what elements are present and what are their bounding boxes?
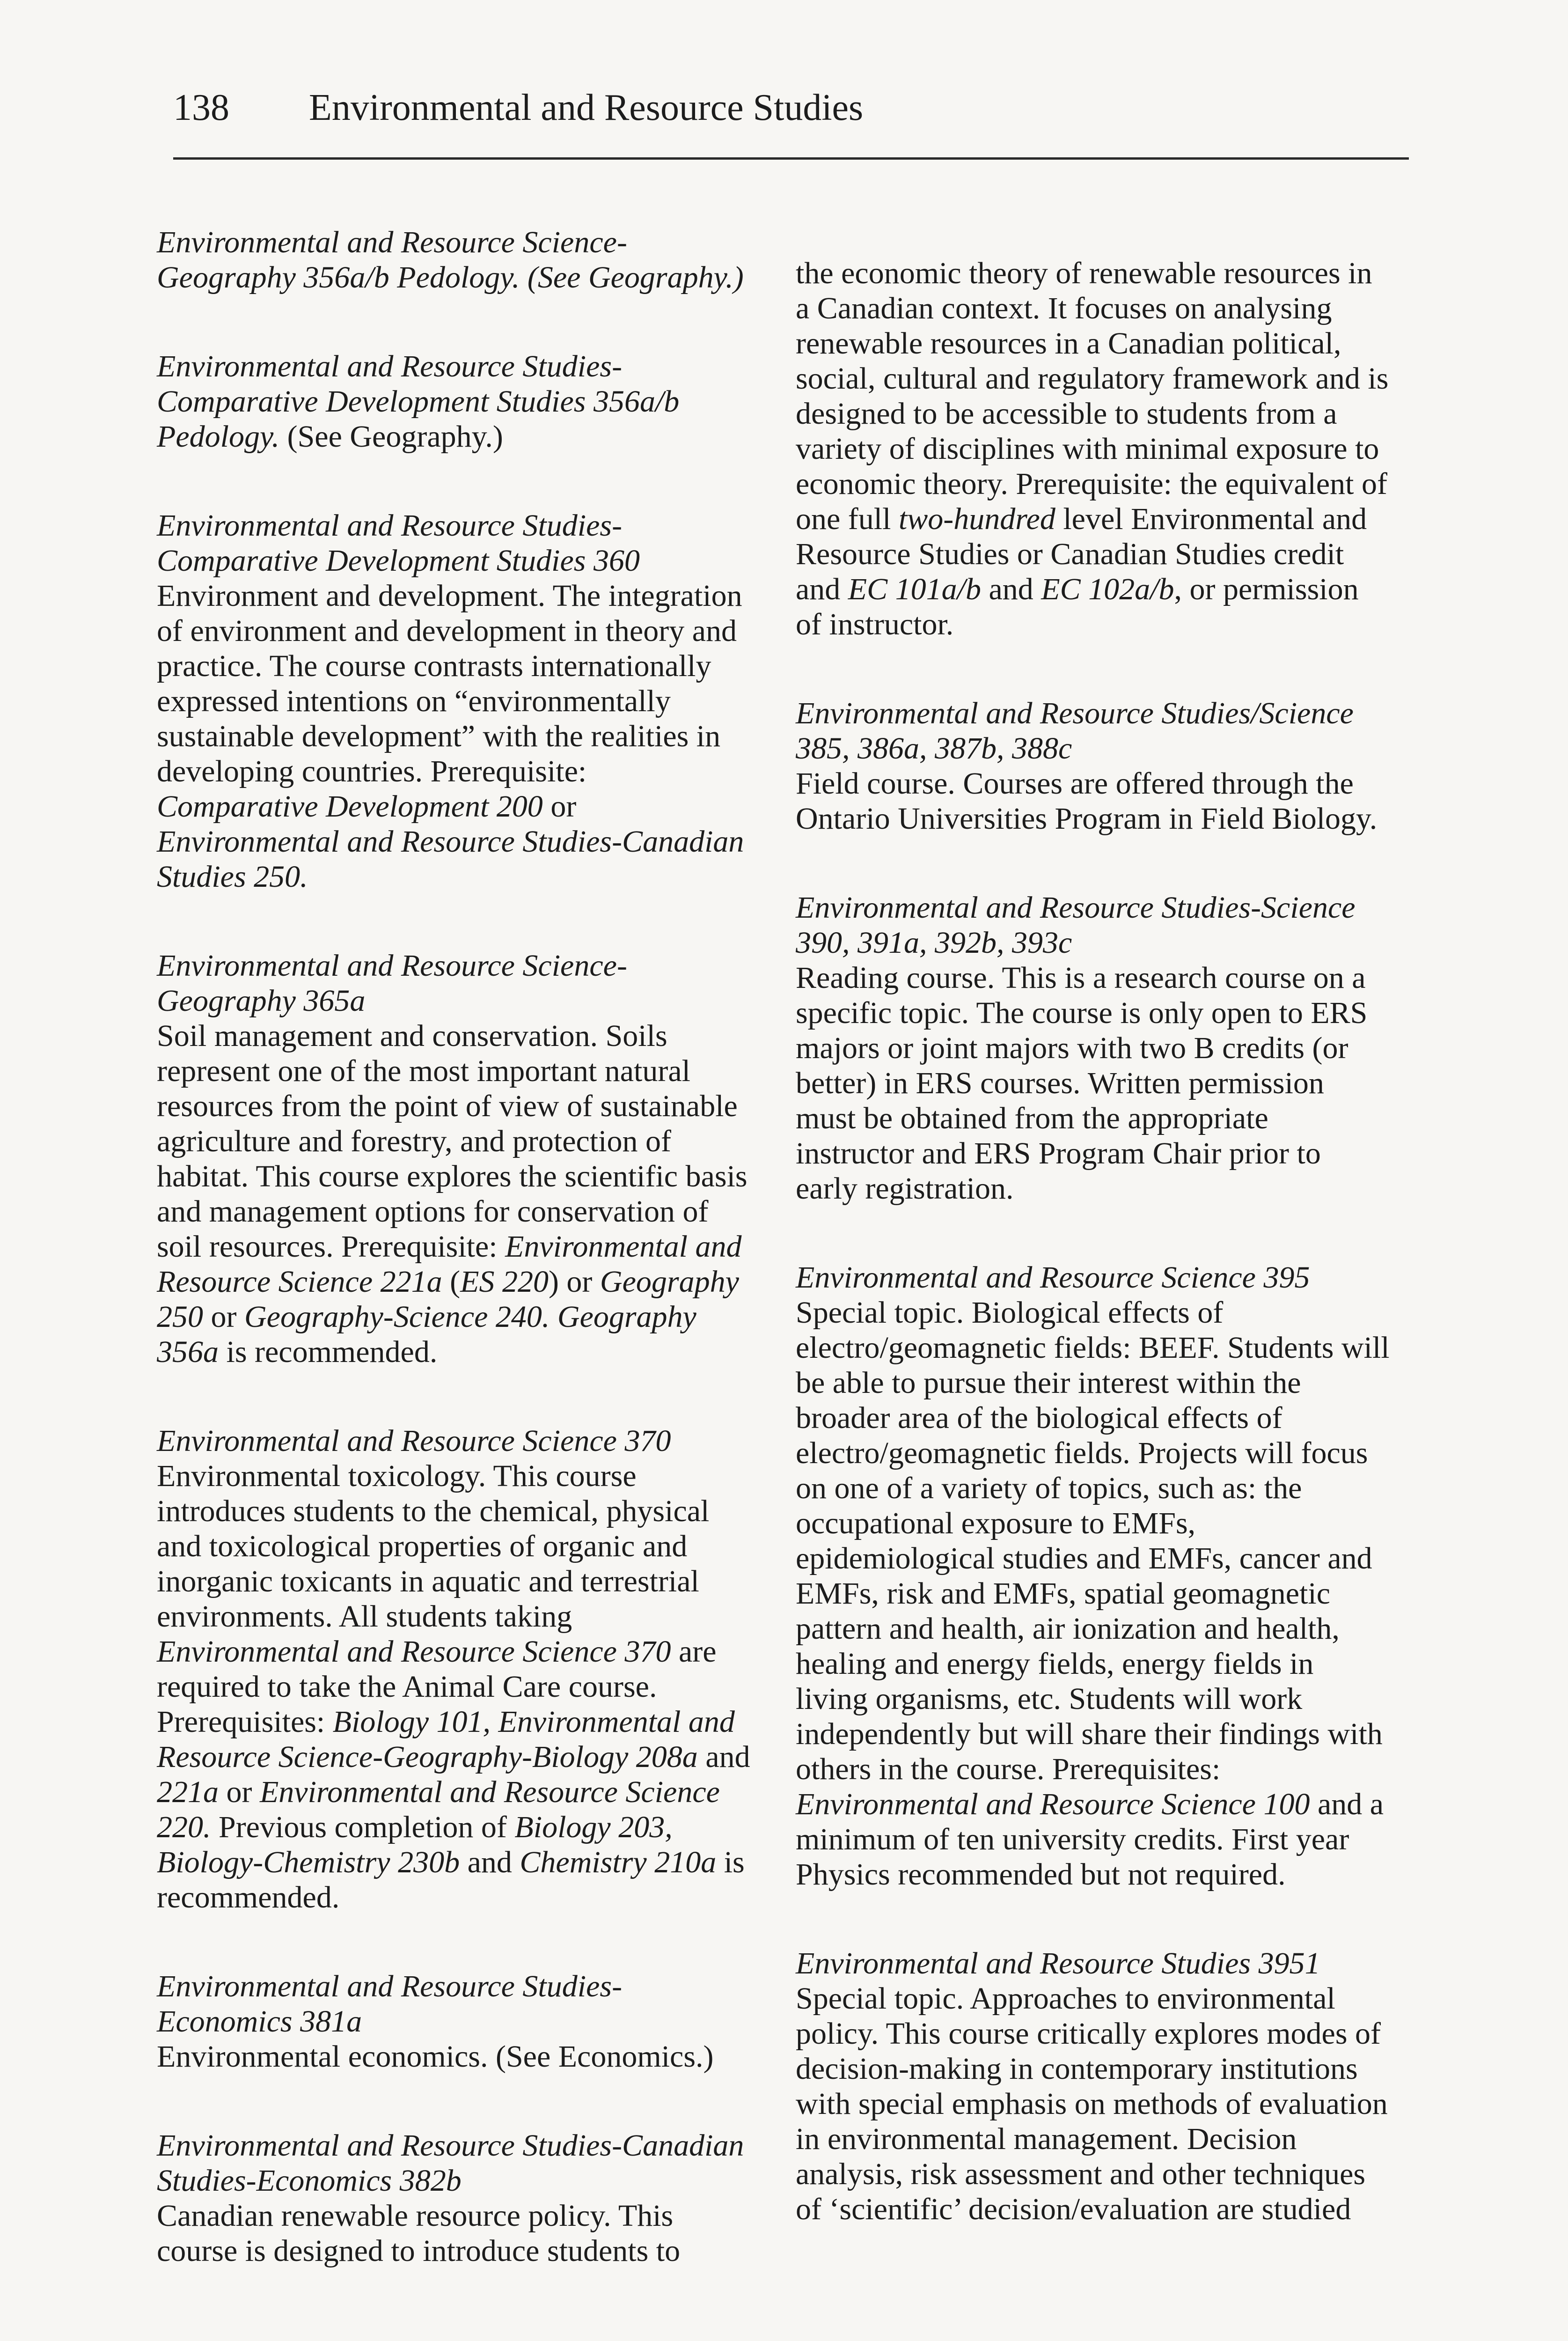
page-number: 138 (173, 87, 229, 128)
course-reference: ES 220 (460, 1265, 549, 1299)
course-heading: Environmental and Resource Studies/Science 385, 386a, 387b, 388c (796, 696, 1354, 766)
description-text: and (697, 1740, 750, 1774)
course-description (157, 2198, 751, 2268)
course-reference: Environmental and Resource Studies-Canadian Studies 250. (157, 825, 744, 894)
course-heading: Environmental and Resource Science 395 (796, 1260, 1310, 1295)
right-column (796, 225, 1390, 2281)
description-text: or (203, 1300, 244, 1334)
description-text: Environment and development. The integration of environment and development in theory and practice. The course contrasts internationally expressed intentions on “environmentally sustainable development” with the realities in developing countries. Prerequisite: (157, 579, 742, 788)
description-text: ( (442, 1265, 461, 1299)
course-reference: Environmental and Resource Science 100 (796, 1787, 1310, 1821)
description-text: Special topic. Biological effects of electro/geomagnetic fields: BEEF. Students will be able to pursue their interest within the broader area of the biological effects of electro/geomagnetic fields. Projects will focus on one of a variety of topics, such as: the occupational exposure to EMFs, epidemiological studies and EMFs, cancer and EMFs, risk and EMFs, spatial geomagnetic pattern and health, air ionization and health, healing and energy fields, energy fields in living organisms, etc. Students will work independently but will share their findings with others in the course. Prerequisites: (796, 1296, 1390, 1786)
course-description (796, 1295, 1390, 1892)
course-reference: Biology 101, Environmental and Resource Science-Geography-Biology 208a (157, 1705, 735, 1774)
description-text: or (219, 1775, 260, 1809)
course-description (157, 578, 751, 894)
description-text: is recommended. (219, 1335, 438, 1369)
description-text: Soil management and conservation. Soils represent one of the most important natural resources from the point of view of sustainable agriculture and forestry, and protection of habitat. This course explores the scientific basis and management options for conservation of soil resources. Prerequisite: (157, 1019, 747, 1264)
course-heading: Environmental and Resource Science-Geography 365a (157, 949, 627, 1018)
left-column (157, 225, 751, 2322)
description-emphasis: two-hundred (898, 502, 1055, 536)
course-reference: Chemistry 210a (520, 1845, 717, 1879)
description-text: and (981, 572, 1041, 606)
description-text: Canadian renewable resource policy. This course is designed to introduce students to (157, 2199, 681, 2268)
course-description (796, 1981, 1390, 2227)
description-text: Environmental toxicology. This course introduces students to the chemical, physical and toxicological properties of organic and inorganic toxicants in aquatic and terrestrial environments. All students taking (157, 1459, 710, 1634)
description-text: or (542, 789, 577, 824)
course-heading: Environmental and Resource Studies 3951 (796, 1946, 1320, 1980)
course-reference: 221a (157, 1775, 219, 1809)
description-text: level Environmental and Resource Studies or Canadian Studies credit and (796, 502, 1367, 606)
course-reference: Biology 203, Biology-Chemistry 230b (157, 1810, 673, 1879)
course-heading: Environmental and Resource Studies-Economics 381a (157, 1969, 623, 2039)
description-text: and a minimum of ten university credits. First year Physics recommended but not required. (796, 1787, 1384, 1892)
course-reference: EC 102a/b (1041, 572, 1174, 606)
description-text: ) or (548, 1265, 600, 1299)
course-reference: Environmental and Resource Science 370 (157, 1634, 671, 1669)
course-description (796, 256, 1390, 642)
course-description (157, 1458, 751, 1915)
course-entry (157, 1969, 751, 2074)
course-heading: Environmental and Resource Science-Geography 356a/b Pedology. (See Geography.) (157, 225, 744, 294)
description-text: , or permission of instructor. (796, 572, 1359, 641)
course-entry (796, 890, 1390, 1206)
description-text: Special topic. Approaches to environmental policy. This course critically explores modes of decision-making in contemporary institutions with special emphasis on methods of evaluation in environmental management. Decision analysis, risk assessment and other techniques of ‘scientific’ decision/evaluation are studied (796, 1981, 1388, 2226)
course-entry (157, 349, 751, 454)
course-entry (157, 225, 751, 295)
description-text: Environmental economics. (See Economics.) (157, 2039, 714, 2074)
course-entry (796, 1946, 1390, 2227)
course-reference: Environmental and Resource Science 221a (157, 1229, 742, 1299)
running-title: Environmental and Resource Studies (309, 87, 864, 128)
course-description (796, 766, 1390, 836)
course-reference: Geography-Science 240. Geography 356a (157, 1300, 696, 1369)
description-text: are required to take the Animal Care course. Prerequisites: (157, 1634, 717, 1739)
description-text: is recommended. (157, 1845, 745, 1914)
header-rule (173, 157, 1409, 160)
course-reference: Environmental and Resource Science 220. (157, 1775, 720, 1844)
description-text: and (460, 1845, 520, 1879)
course-heading: Environmental and Resource Studies-Science 390, 391a, 392b, 393c (796, 891, 1356, 960)
page-header (173, 75, 1409, 145)
course-entry (157, 948, 751, 1369)
course-description: (See Geography.) (279, 420, 503, 454)
description-text: Previous completion of (211, 1810, 515, 1844)
course-description (157, 1018, 751, 1369)
course-entry (796, 696, 1390, 836)
course-description (157, 2039, 751, 2074)
course-reference: Geography 250 (157, 1265, 739, 1334)
course-heading: Environmental and Resource Studies-Comparative Development Studies 360 (157, 508, 640, 578)
description-text: Reading course. This is a research course on a specific topic. The course is only open to ERS majors or joint majors with two B credits (or better) in ERS courses. Written permission must be obtained from the appropriate instructor and ERS Program Chair prior to early registration. (796, 961, 1368, 1206)
course-description-continued (796, 256, 1390, 642)
course-entry (796, 1260, 1390, 1892)
course-heading: Environmental and Resource Studies-Canadian Studies-Economics 382b (157, 2128, 744, 2198)
course-heading: Environmental and Resource Science 370 (157, 1424, 671, 1458)
description-text: Field course. Courses are offered through the Ontario Universities Program in Field Biology. (796, 766, 1377, 836)
description-text: the economic theory of renewable resources in a Canadian context. It focuses on analysing renewable resources in a Canadian political, social, cultural and regulatory framework and is designed to be accessible to students from a variety of disciplines with minimal exposure to economic theory. Prerequisite: the equivalent of one full (796, 256, 1389, 536)
course-entry (157, 508, 751, 894)
course-heading: Environmental and Resource Studies-Comparative Development Studies 356a/b Pedology. (157, 349, 680, 454)
course-description (796, 960, 1390, 1206)
course-reference: EC 101a/b (848, 572, 981, 606)
course-entry (157, 1423, 751, 1915)
course-reference: Comparative Development 200 (157, 789, 543, 824)
course-entry (157, 2128, 751, 2268)
